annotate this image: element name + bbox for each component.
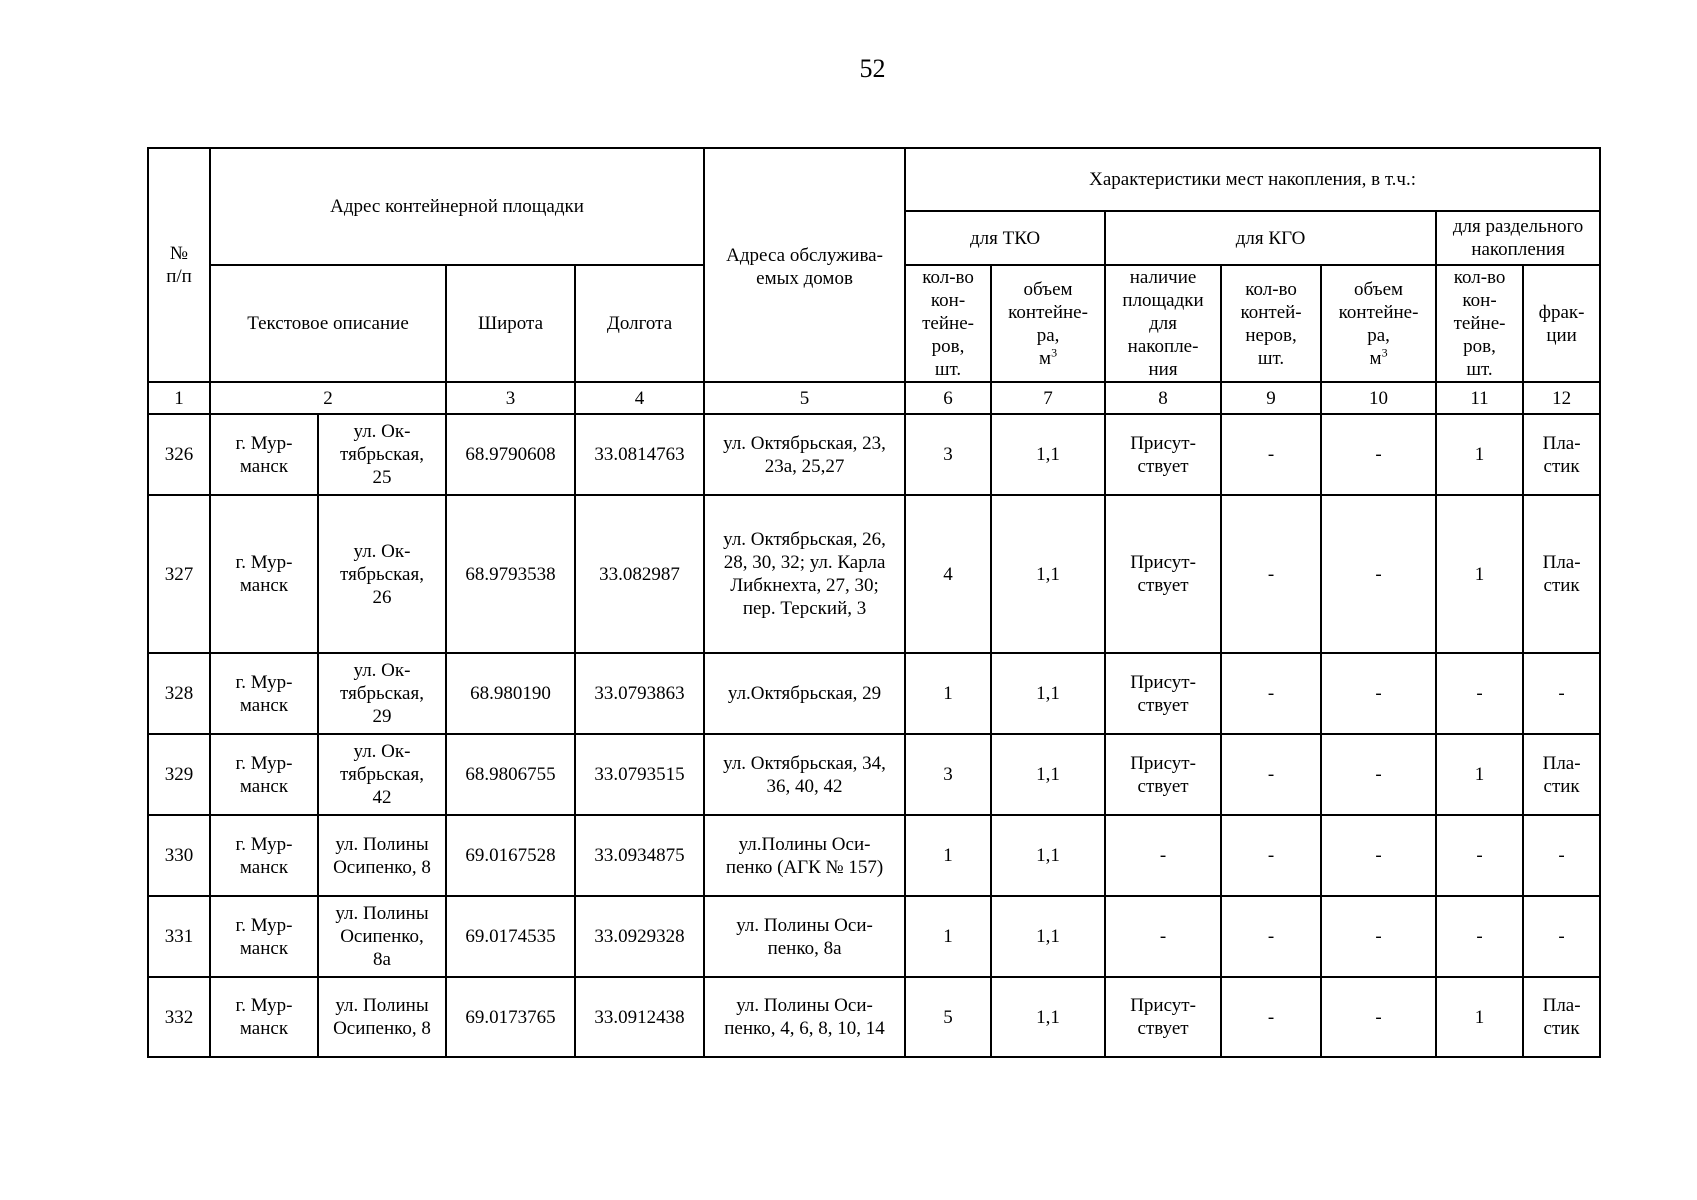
sep-count-cell: 1 xyxy=(1436,734,1523,815)
header-text-description: Текстовое описание xyxy=(210,265,446,382)
served-houses-cell: ул.Полины Оси- пенко (АГК № 157) xyxy=(704,815,905,896)
city-cell: г. Мур- манск xyxy=(210,495,318,653)
street-cell: ул. Ок- тябрьская, 29 xyxy=(318,653,446,734)
kgo-volume-cell: - xyxy=(1321,414,1436,495)
kgo-volume-cell: - xyxy=(1321,495,1436,653)
cube-superscript: 3 xyxy=(1381,345,1388,360)
city-cell: г. Мур- манск xyxy=(210,896,318,977)
column-number: 4 xyxy=(575,382,704,414)
header-address-group: Адрес контейнерной площадки xyxy=(210,148,704,265)
table-row xyxy=(148,414,1600,495)
sep-count-cell: - xyxy=(1436,815,1523,896)
column-number: 6 xyxy=(905,382,991,414)
kgo-presence-cell: - xyxy=(1105,896,1221,977)
cube-superscript: 3 xyxy=(1051,345,1058,360)
tko-volume-cell: 1,1 xyxy=(991,734,1105,815)
tko-count-cell: 1 xyxy=(905,815,991,896)
served-houses-cell: ул. Полины Оси- пенко, 8а xyxy=(704,896,905,977)
header-tko-count: кол-во кон- тейне- ров, шт. xyxy=(905,265,991,382)
city-cell: г. Мур- манск xyxy=(210,734,318,815)
kgo-volume-cell: - xyxy=(1321,896,1436,977)
kgo-presence-cell: - xyxy=(1105,815,1221,896)
served-houses-cell: ул. Октябрьская, 34, 36, 40, 42 xyxy=(704,734,905,815)
served-houses-cell: ул. Октябрьская, 26, 28, 30, 32; ул. Карла Либкнехта, 27, 30; пер. Терский, 3 xyxy=(704,495,905,653)
sep-fractions-cell: - xyxy=(1523,896,1600,977)
kgo-presence-cell: Присут- ствует xyxy=(1105,414,1221,495)
street-cell: ул. Ок- тябрьская, 25 xyxy=(318,414,446,495)
row-number: 328 xyxy=(148,653,210,734)
row-number: 326 xyxy=(148,414,210,495)
city-cell: г. Мур- манск xyxy=(210,653,318,734)
row-number: 331 xyxy=(148,896,210,977)
kgo-volume-cell: - xyxy=(1321,977,1436,1057)
sep-count-cell: 1 xyxy=(1436,495,1523,653)
longitude-cell: 33.0929328 xyxy=(575,896,704,977)
column-number: 12 xyxy=(1523,382,1600,414)
header-tko-volume: объем контейне- ра, $м^3$ xyxy=(991,265,1105,382)
longitude-cell: 33.0814763 xyxy=(575,414,704,495)
header-tko: для ТКО xyxy=(905,211,1105,265)
street-cell: ул. Ок- тябрьская, 42 xyxy=(318,734,446,815)
tko-count-cell: 1 xyxy=(905,896,991,977)
column-number: 3 xyxy=(446,382,575,414)
column-number: 8 xyxy=(1105,382,1221,414)
city-cell: г. Мур- манск xyxy=(210,815,318,896)
row-number: 327 xyxy=(148,495,210,653)
latitude-cell: 68.980190 xyxy=(446,653,575,734)
kgo-presence-cell: Присут- ствует xyxy=(1105,734,1221,815)
row-number: 330 xyxy=(148,815,210,896)
sep-count-cell: - xyxy=(1436,653,1523,734)
page-number: 52 xyxy=(859,54,886,83)
tko-volume-cell: 1,1 xyxy=(991,653,1105,734)
sep-fractions-cell: - xyxy=(1523,653,1600,734)
served-houses-cell: ул.Октябрьская, 29 xyxy=(704,653,905,734)
kgo-count-cell: - xyxy=(1221,896,1321,977)
kgo-count-cell: - xyxy=(1221,414,1321,495)
longitude-cell: 33.0793863 xyxy=(575,653,704,734)
longitude-cell: 33.0934875 xyxy=(575,815,704,896)
latitude-cell: 69.0167528 xyxy=(446,815,575,896)
served-houses-cell: ул. Октябрьская, 23, 23а, 25,27 xyxy=(704,414,905,495)
container-sites-table xyxy=(147,147,1601,1058)
header-kgo-volume: объем контейне- ра, $м^3$ xyxy=(1321,265,1436,382)
served-houses-cell: ул. Полины Оси- пенко, 4, 6, 8, 10, 14 xyxy=(704,977,905,1057)
kgo-presence-cell: Присут- ствует xyxy=(1105,495,1221,653)
sep-count-cell: 1 xyxy=(1436,977,1523,1057)
sep-fractions-cell: Пла- стик xyxy=(1523,734,1600,815)
street-cell: ул. Полины Осипенко, 8 xyxy=(318,977,446,1057)
table-row xyxy=(148,896,1600,977)
row-number: 332 xyxy=(148,977,210,1057)
longitude-cell: 33.0912438 xyxy=(575,977,704,1057)
header-characteristics: Характеристики мест накопления, в т.ч.: xyxy=(905,148,1600,211)
header-num: № п/п xyxy=(148,148,210,382)
latitude-cell: 69.0174535 xyxy=(446,896,575,977)
kgo-volume-cell: - xyxy=(1321,734,1436,815)
table-row xyxy=(148,977,1600,1057)
tko-count-cell: 1 xyxy=(905,653,991,734)
table-row xyxy=(148,734,1600,815)
column-number: 10 xyxy=(1321,382,1436,414)
header-longitude: Долгота xyxy=(575,265,704,382)
header-separate: для раздельного накопления xyxy=(1436,211,1600,265)
latitude-cell: 68.9806755 xyxy=(446,734,575,815)
city-cell: г. Мур- манск xyxy=(210,414,318,495)
latitude-cell: 68.9793538 xyxy=(446,495,575,653)
tko-count-cell: 5 xyxy=(905,977,991,1057)
tko-volume-cell: 1,1 xyxy=(991,495,1105,653)
kgo-presence-cell: Присут- ствует xyxy=(1105,653,1221,734)
tko-volume-cell: 1,1 xyxy=(991,977,1105,1057)
column-number: 9 xyxy=(1221,382,1321,414)
sep-count-cell: - xyxy=(1436,896,1523,977)
column-number: 7 xyxy=(991,382,1105,414)
street-cell: ул. Полины Осипенко, 8а xyxy=(318,896,446,977)
tko-volume-cell: 1,1 xyxy=(991,414,1105,495)
column-number: 11 xyxy=(1436,382,1523,414)
header-kgo-count: кол-во контей- неров, шт. xyxy=(1221,265,1321,382)
kgo-count-cell: - xyxy=(1221,653,1321,734)
column-number: 2 xyxy=(210,382,446,414)
table-row xyxy=(148,653,1600,734)
sep-fractions-cell: Пла- стик xyxy=(1523,495,1600,653)
tko-count-cell: 3 xyxy=(905,734,991,815)
kgo-count-cell: - xyxy=(1221,734,1321,815)
table-row xyxy=(148,815,1600,896)
tko-volume-cell: 1,1 xyxy=(991,896,1105,977)
kgo-presence-cell: Присут- ствует xyxy=(1105,977,1221,1057)
header-served-houses: Адреса обслужива- емых домов xyxy=(704,148,905,382)
header-kgo-presence: наличие площадки для накопле- ния xyxy=(1105,265,1221,382)
kgo-count-cell: - xyxy=(1221,815,1321,896)
kgo-volume-cell: - xyxy=(1321,653,1436,734)
header-latitude: Широта xyxy=(446,265,575,382)
tko-count-cell: 4 xyxy=(905,495,991,653)
latitude-cell: 68.9790608 xyxy=(446,414,575,495)
tko-count-cell: 3 xyxy=(905,414,991,495)
column-number: 5 xyxy=(704,382,905,414)
header-sep-count: кол-во кон- тейне- ров, шт. xyxy=(1436,265,1523,382)
sep-fractions-cell: Пла- стик xyxy=(1523,414,1600,495)
city-cell: г. Мур- манск xyxy=(210,977,318,1057)
kgo-count-cell: - xyxy=(1221,495,1321,653)
table-row xyxy=(148,495,1600,653)
sep-fractions-cell: Пла- стик xyxy=(1523,977,1600,1057)
street-cell: ул. Ок- тябрьская, 26 xyxy=(318,495,446,653)
street-cell: ул. Полины Осипенко, 8 xyxy=(318,815,446,896)
kgo-volume-cell: - xyxy=(1321,815,1436,896)
kgo-count-cell: - xyxy=(1221,977,1321,1057)
tko-volume-cell: 1,1 xyxy=(991,815,1105,896)
sep-count-cell: 1 xyxy=(1436,414,1523,495)
row-number: 329 xyxy=(148,734,210,815)
header-kgo: для КГО xyxy=(1105,211,1436,265)
column-number: 1 xyxy=(148,382,210,414)
header-sep-fractions: фрак- ции xyxy=(1523,265,1600,382)
longitude-cell: 33.0793515 xyxy=(575,734,704,815)
latitude-cell: 69.0173765 xyxy=(446,977,575,1057)
column-numbers-row xyxy=(148,382,1600,414)
longitude-cell: 33.082987 xyxy=(575,495,704,653)
sep-fractions-cell: - xyxy=(1523,815,1600,896)
